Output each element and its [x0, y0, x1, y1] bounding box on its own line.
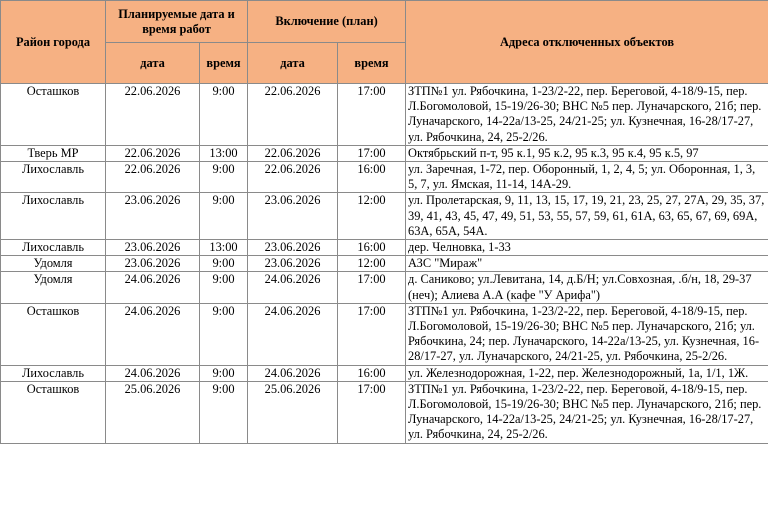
end-date-cell: 22.06.2026 [248, 84, 338, 146]
end-date-cell: 24.06.2026 [248, 303, 338, 365]
end-date-cell: 24.06.2026 [248, 365, 338, 381]
header-end-time: время [338, 43, 406, 84]
start-date-cell: 23.06.2026 [106, 240, 200, 256]
header-district: Район города [1, 1, 106, 84]
addresses-cell: ул. Железнодорожная, 1-22, пер. Железнодорожный, 1а, 1/1, 1Ж. [406, 365, 768, 381]
end-time-cell: 17:00 [338, 303, 406, 365]
end-time-cell: 17:00 [338, 381, 406, 443]
end-time-cell: 17:00 [338, 145, 406, 161]
header-start-time: время [200, 43, 248, 84]
district-cell: Лихославль [1, 365, 106, 381]
addresses-cell: дер. Челновка, 1-33 [406, 240, 768, 256]
header-planned: Планируемые дата и время работ [106, 1, 248, 43]
end-time-cell: 17:00 [338, 272, 406, 303]
header-switch-on: Включение (план) [248, 1, 406, 43]
end-date-cell: 23.06.2026 [248, 240, 338, 256]
table-row [1, 193, 768, 240]
end-time-cell: 12:00 [338, 256, 406, 272]
start-time-cell: 9:00 [200, 84, 248, 146]
start-date-cell: 23.06.2026 [106, 193, 200, 240]
header-addresses: Адреса отключенных объектов [406, 1, 768, 84]
district-cell: Лихославль [1, 162, 106, 193]
table-row [1, 381, 768, 443]
start-time-cell: 9:00 [200, 272, 248, 303]
start-date-cell: 23.06.2026 [106, 256, 200, 272]
end-date-cell: 23.06.2026 [248, 193, 338, 240]
start-date-cell: 22.06.2026 [106, 84, 200, 146]
table-row [1, 145, 768, 161]
district-cell: Осташков [1, 381, 106, 443]
start-date-cell: 22.06.2026 [106, 162, 200, 193]
addresses-cell: д. Саниково; ул.Левитана, 14, д.Б/Н; ул.Совхозная, .б/н, 18, 29-37 (неч); Алиева А.А (кафе "У Арифа") [406, 272, 768, 303]
end-time-cell: 16:00 [338, 365, 406, 381]
start-time-cell: 13:00 [200, 240, 248, 256]
start-date-cell: 24.06.2026 [106, 303, 200, 365]
table-row [1, 303, 768, 365]
addresses-cell: ЗТП№1 ул. Рябочкина, 1-23/2-22, пер. Береговой, 4-18/9-15, пер. Л.Богомоловой, 15-19/26-30; ВНС №5 пер. Луначарского, 21б; ул. Рябочкина, 24; пер. Луначарского, 14-22а/13-25, ул. Кузнечная, 16-28/17-27, ул. Луначарского, 24/21-25, ул. Рябочкина, 25-2/26. [406, 303, 768, 365]
end-time-cell: 16:00 [338, 240, 406, 256]
end-date-cell: 22.06.2026 [248, 145, 338, 161]
table-row [1, 240, 768, 256]
addresses-cell: АЗС "Мираж" [406, 256, 768, 272]
table-row [1, 162, 768, 193]
start-time-cell: 9:00 [200, 256, 248, 272]
start-time-cell: 9:00 [200, 365, 248, 381]
district-cell: Лихославль [1, 193, 106, 240]
start-time-cell: 9:00 [200, 162, 248, 193]
end-date-cell: 25.06.2026 [248, 381, 338, 443]
start-date-cell: 22.06.2026 [106, 145, 200, 161]
table-row [1, 256, 768, 272]
table-row [1, 84, 768, 146]
start-time-cell: 9:00 [200, 303, 248, 365]
end-time-cell: 16:00 [338, 162, 406, 193]
end-date-cell: 24.06.2026 [248, 272, 338, 303]
end-date-cell: 23.06.2026 [248, 256, 338, 272]
table-row [1, 365, 768, 381]
district-cell: Удомля [1, 256, 106, 272]
district-cell: Осташков [1, 84, 106, 146]
district-cell: Осташков [1, 303, 106, 365]
district-cell: Удомля [1, 272, 106, 303]
addresses-cell: ул. Заречная, 1-72, пер. Оборонный, 1, 2, 4, 5; ул. Оборонная, 1, 3, 5, 7, ул. Ямская, 11-14, 14А-29. [406, 162, 768, 193]
header-end-date: дата [248, 43, 338, 84]
addresses-cell: ул. Пролетарская, 9, 11, 13, 15, 17, 19, 21, 23, 25, 27, 27А, 29, 35, 37, 39, 41, 43, 45, 47, 49, 51, 53, 55, 57, 59, 61, 61А, 63, 65, 67, 69, 69А, 63А, 65А, 54А. [406, 193, 768, 240]
start-time-cell: 13:00 [200, 145, 248, 161]
district-cell: Лихославль [1, 240, 106, 256]
table-header [1, 1, 768, 84]
end-date-cell: 22.06.2026 [248, 162, 338, 193]
addresses-cell: Октябрьский п-т, 95 к.1, 95 к.2, 95 к.3, 95 к.4, 95 к.5, 97 [406, 145, 768, 161]
end-time-cell: 12:00 [338, 193, 406, 240]
end-time-cell: 17:00 [338, 84, 406, 146]
district-cell: Тверь МР [1, 145, 106, 161]
header-start-date: дата [106, 43, 200, 84]
table-body [1, 84, 768, 444]
start-date-cell: 24.06.2026 [106, 365, 200, 381]
addresses-cell: ЗТП№1 ул. Рябочкина, 1-23/2-22, пер. Береговой, 4-18/9-15, пер. Л.Богомоловой, 15-19/26-30; ВНС №5 пер. Луначарского, 21б; пер. Луначарского, 14-22а/13-25, 24/21-25; ул. Кузнечная, 16-28/17-27, ул. Рябочкина, 24, 25-2/26. [406, 84, 768, 146]
addresses-cell: ЗТП№1 ул. Рябочкина, 1-23/2-22, пер. Береговой, 4-18/9-15, пер. Л.Богомоловой, 15-19/26-30; ВНС №5 пер. Луначарского, 21б; пер. Луначарского, 14-22а/13-25, 24/21-25; ул. Кузнечная, 16-28/17-27, ул. Рябочкина, 24, 25-2/26. [406, 381, 768, 443]
table-row [1, 272, 768, 303]
start-date-cell: 25.06.2026 [106, 381, 200, 443]
start-time-cell: 9:00 [200, 381, 248, 443]
start-time-cell: 9:00 [200, 193, 248, 240]
start-date-cell: 24.06.2026 [106, 272, 200, 303]
